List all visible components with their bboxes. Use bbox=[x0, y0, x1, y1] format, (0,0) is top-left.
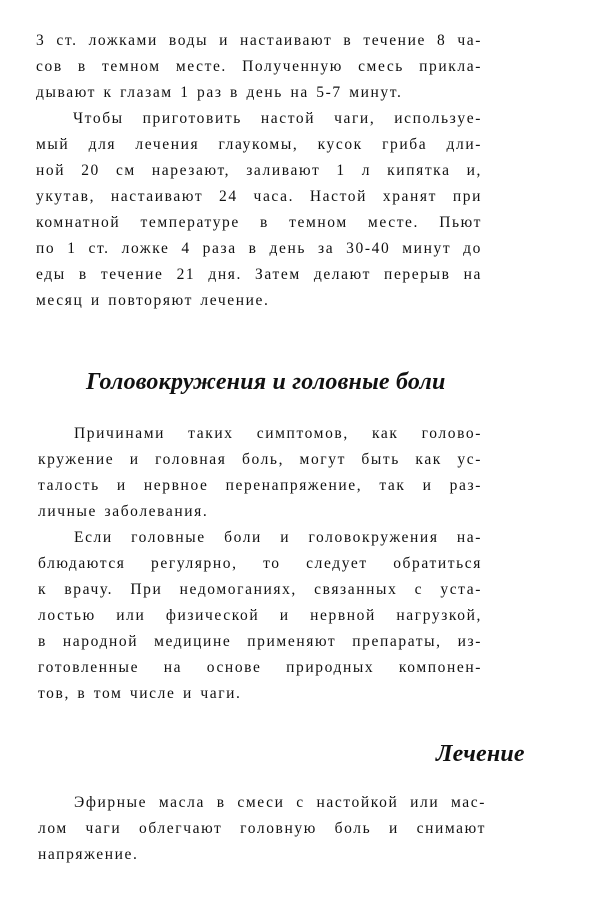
text-line: лом чаги облегчают головную боль и снимают bbox=[38, 820, 486, 837]
text-line: в народной медицине применяют препараты, из- bbox=[38, 633, 482, 650]
text-line: еды в течение 21 дня. Затем делают перерыв на bbox=[36, 266, 482, 283]
text-line: комнатной температуре в темном месте. Пьют bbox=[36, 214, 482, 231]
text-line: дывают к глазам 1 раз в день на 5-7 минут. bbox=[36, 84, 403, 101]
text-line: к врачу. При недомоганиях, связанных с уста- bbox=[38, 581, 482, 598]
text-line: сов в темном месте. Полученную смесь прикла- bbox=[36, 58, 482, 75]
text-line: лостью или физической и нервной нагрузкой, bbox=[38, 607, 482, 624]
text-line: по 1 ст. ложке 4 раза в день за 30-40 минут до bbox=[36, 240, 482, 257]
text-line: 3 ст. ложками воды и настаивают в течение 8 ча- bbox=[36, 32, 482, 49]
text-line: личные заболевания. bbox=[38, 503, 209, 520]
text-line: напряжение. bbox=[38, 846, 139, 863]
text-line: Эфирные масла в смеси с настойкой или мас- bbox=[74, 794, 486, 811]
text-line: талость и нервное перенапряжение, так и раз- bbox=[38, 477, 482, 494]
text-line: блюдаются регулярно, то следует обратиться bbox=[38, 555, 482, 572]
text-line: кружение и головная боль, могут быть как ус- bbox=[38, 451, 482, 468]
text-line: Если головные боли и головокружения на- bbox=[74, 529, 482, 546]
text-line: готовленные на основе природных компонен- bbox=[38, 659, 482, 676]
text-line: Чтобы приготовить настой чаги, использye- bbox=[73, 110, 482, 127]
text-line: ной 20 см нарезают, заливают 1 л кипятка и, bbox=[36, 162, 482, 179]
text-line: месяц и повторяют лечение. bbox=[36, 292, 270, 309]
text-line: мый для лечения глаукомы, кусок гриба дли- bbox=[36, 136, 482, 153]
text-line: тов, в том числе и чаги. bbox=[38, 685, 242, 702]
section-heading: Лечение bbox=[436, 741, 525, 767]
text-line: Причинами таких симптомов, как голово- bbox=[74, 425, 482, 442]
section-heading: Головокружения и головные боли bbox=[86, 369, 446, 395]
text-line: укутав, настаивают 24 часа. Настой хранят при bbox=[36, 188, 482, 205]
